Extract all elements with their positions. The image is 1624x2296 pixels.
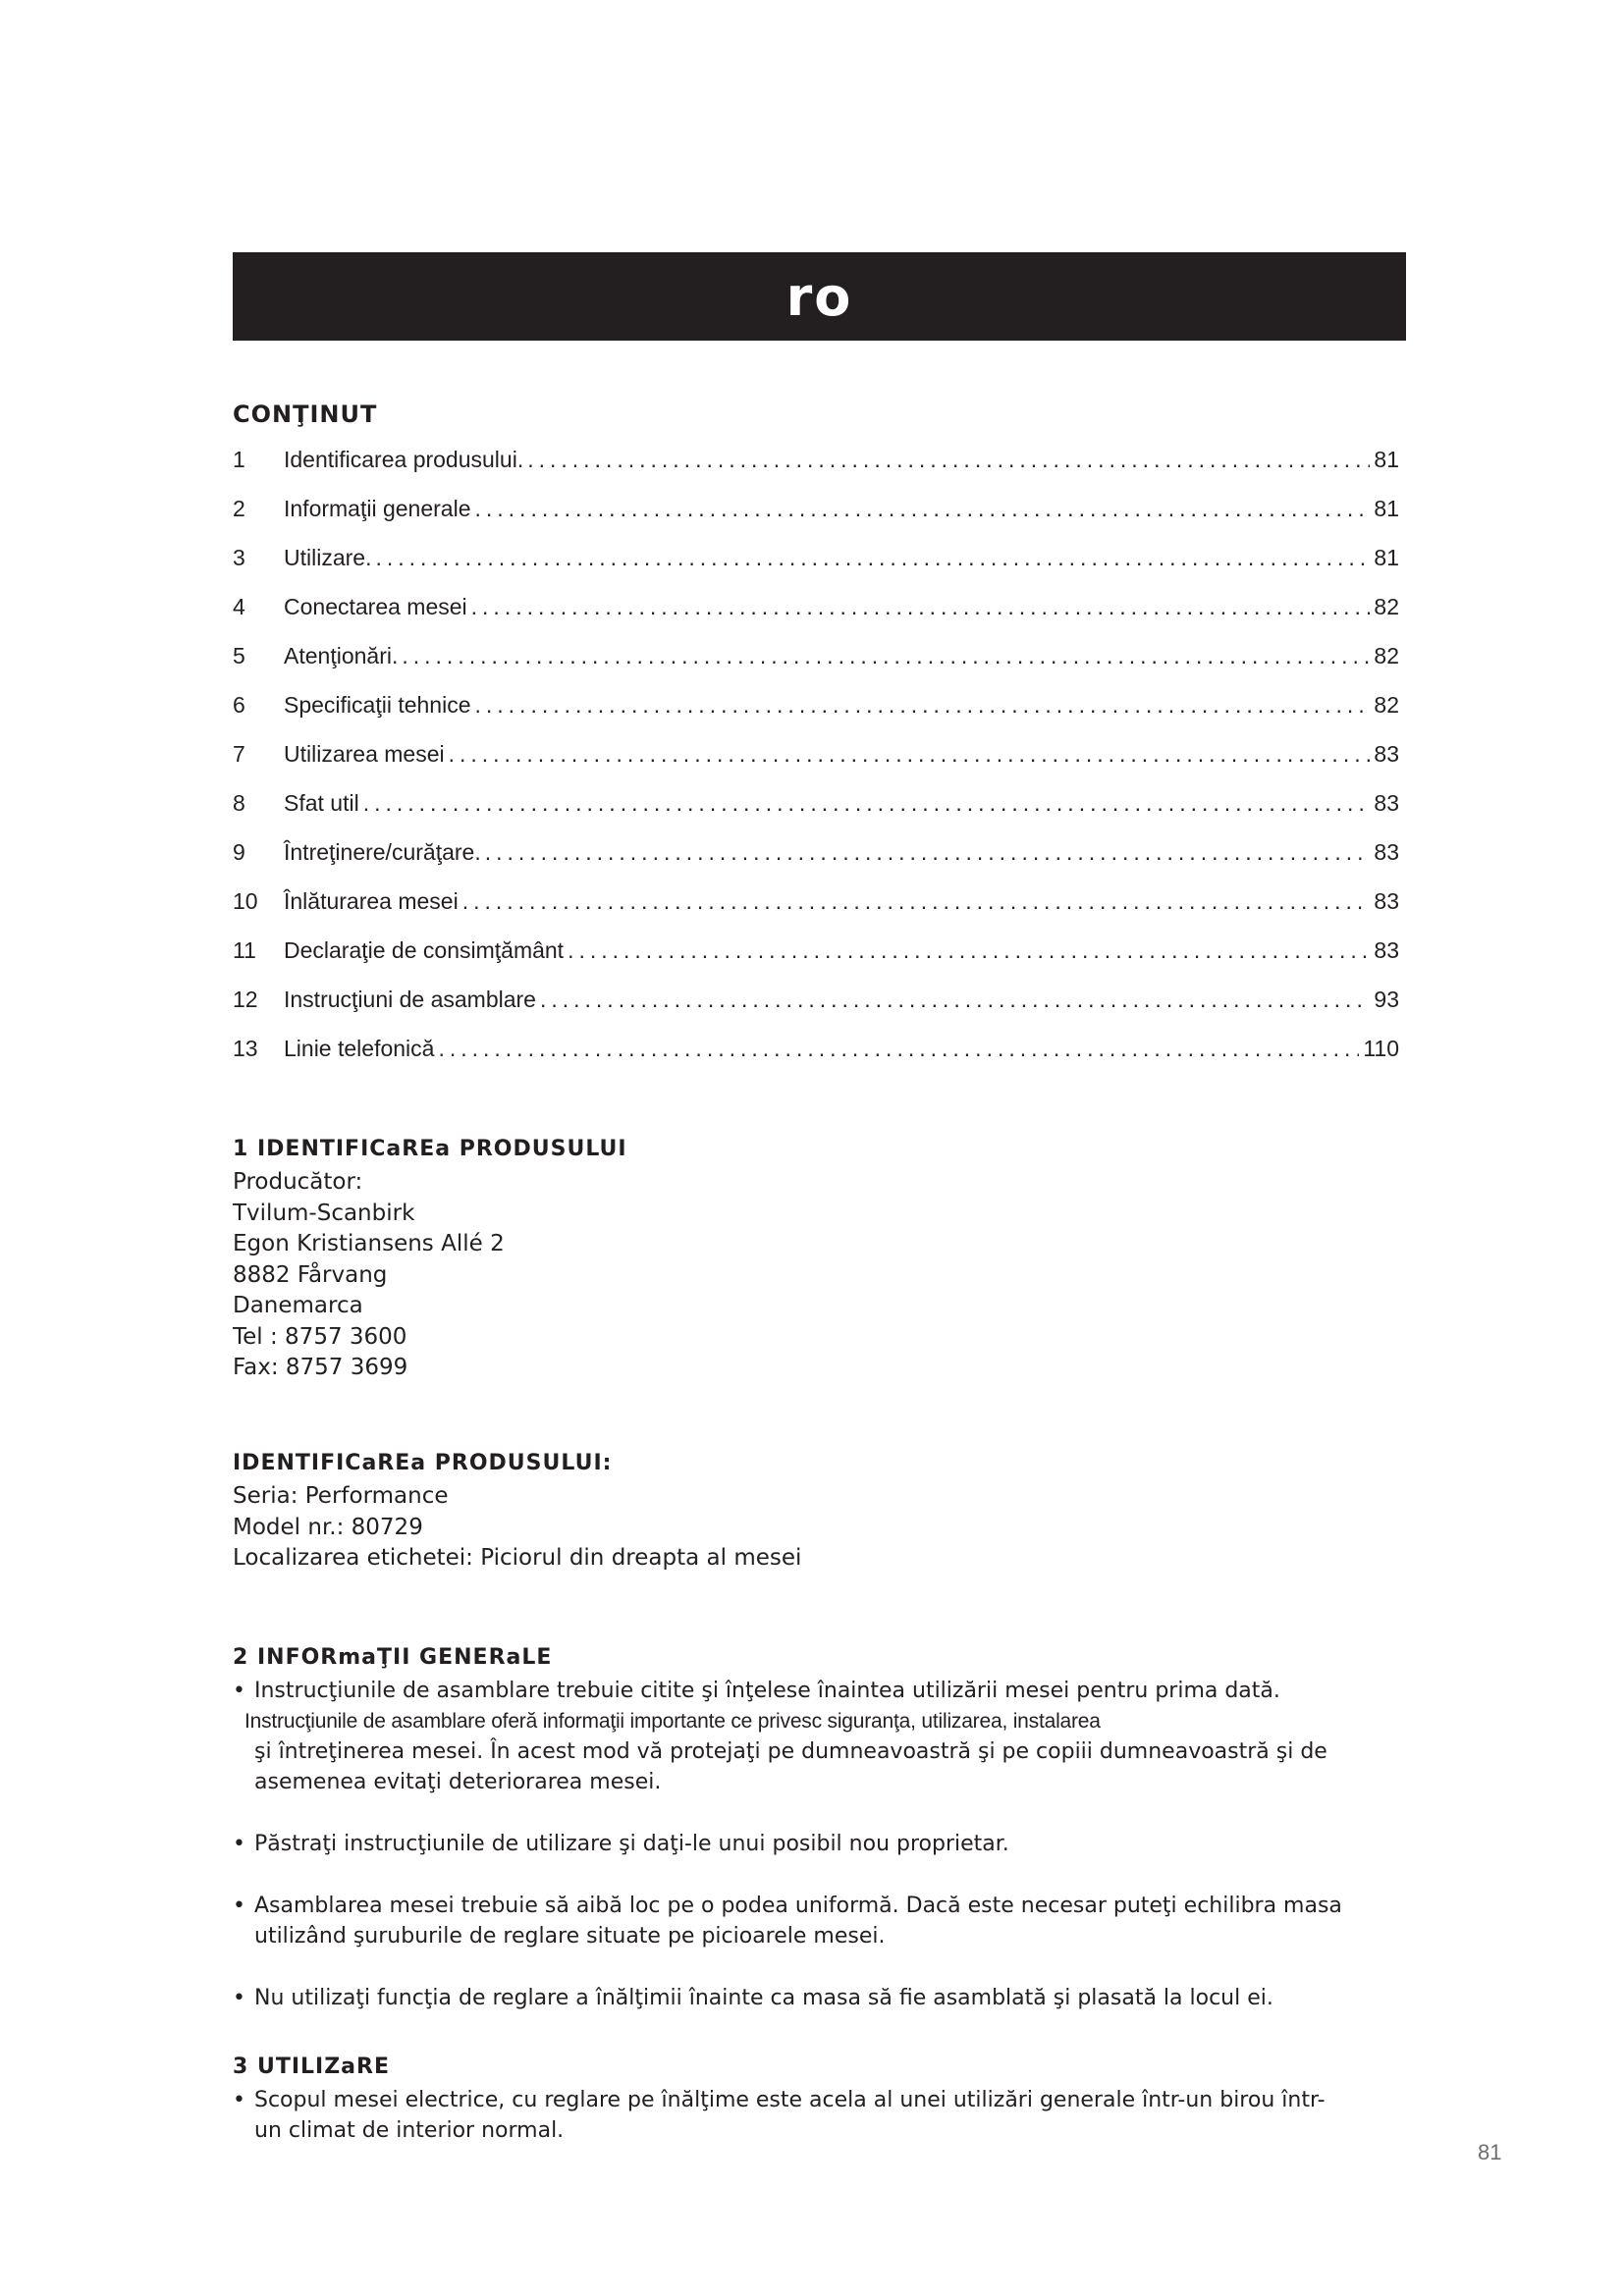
toc-entry-label: Declaraţie de consimţământ (284, 937, 565, 963)
toc-entry-number: 12 (233, 987, 258, 1012)
general-info-list (233, 1676, 1406, 2013)
toc-entry-page: 81 (1374, 496, 1399, 521)
toc-entry-page: 83 (1374, 839, 1399, 865)
toc-entry[interactable] (233, 692, 1399, 741)
toc-leader-dots (475, 496, 1371, 522)
bullet-icon: • (233, 1679, 245, 1703)
toc-title: CONŢINUT (233, 400, 378, 428)
product-series: Seria: Performance (233, 1483, 449, 1509)
toc-entry-page: 83 (1374, 790, 1399, 816)
toc-leader-dots (568, 937, 1370, 964)
toc-entry[interactable] (233, 888, 1399, 937)
list-item-line: Instrucţiunile de asamblare trebuie citite şi înţelese înaintea utilizării mesei pentru prima dată. (254, 1679, 1280, 1703)
toc-leader-dots (462, 888, 1371, 915)
toc-leader-dots (363, 790, 1371, 817)
toc-entry-number: 7 (233, 741, 245, 767)
list-item-line: Asamblarea mesei trebuie să aibă loc pe o podea uniformă. Dacă este necesar puteţi echilibra masa (254, 1894, 1342, 1918)
table-of-contents (233, 447, 1399, 1085)
toc-leader-dots (471, 594, 1371, 620)
toc-entry-page: 83 (1374, 888, 1399, 914)
toc-entry-page: 93 (1374, 987, 1399, 1012)
toc-leader-dots (540, 987, 1370, 1013)
toc-entry-page: 83 (1374, 937, 1399, 963)
bullet-icon: • (233, 1832, 245, 1856)
manufacturer-phone: Tel : 8757 3600 (233, 1323, 407, 1350)
toc-entry[interactable] (233, 987, 1399, 1036)
toc-entry-label: Specificaţii tehnice (284, 692, 471, 718)
bullet-icon: • (233, 2088, 245, 2112)
toc-leader-dots (438, 1036, 1359, 1062)
toc-entry-page: 83 (1374, 741, 1399, 767)
toc-entry-number: 5 (233, 643, 245, 668)
toc-leader-dots (449, 741, 1371, 768)
toc-leader-dots (475, 692, 1371, 719)
toc-entry-page: 81 (1374, 545, 1399, 570)
section-heading: IDENTIFICaREa PRODUSULUI: (233, 1451, 613, 1475)
section-heading: 3 UTILIZaRE (233, 2055, 390, 2079)
toc-entry-label: Utilizarea mesei (284, 741, 445, 767)
section-general-information (233, 1645, 1406, 2013)
toc-entry-number: 1 (233, 447, 245, 472)
toc-entry-label: Atenţionări. (284, 643, 399, 668)
list-item (233, 1891, 1406, 1951)
toc-entry-page: 81 (1374, 447, 1399, 472)
toc-leader-dots (527, 447, 1370, 473)
toc-entry-label: Instrucţiuni de asamblare (284, 987, 536, 1012)
section-product-identification (233, 1137, 1406, 1384)
toc-leader-dots (485, 839, 1371, 866)
toc-entry-number: 9 (233, 839, 245, 865)
list-item-line: un climat de interior normal. (254, 2118, 565, 2143)
list-item-line: Instrucţiunile de asamblare oferă informaţii importante ce privesc siguranţa, utilizarea, instalarea (244, 1710, 1101, 1733)
toc-entry-number: 2 (233, 496, 245, 521)
section-heading: 2 INFORmaŢII GENERaLE (233, 1645, 553, 1670)
toc-leader-dots (375, 545, 1370, 571)
manufacturer-label: Producător: (233, 1169, 363, 1195)
toc-entry-number: 3 (233, 545, 245, 570)
usage-list (233, 2085, 1406, 2146)
toc-entry-label: Informaţii generale (284, 496, 471, 521)
toc-entry-page: 82 (1374, 594, 1399, 619)
language-header-bar (233, 252, 1406, 341)
list-item-line: asemenea evitaţi deteriorarea mesei. (254, 1770, 662, 1794)
toc-entry-number: 11 (233, 937, 256, 963)
toc-entry-number: 10 (233, 888, 258, 914)
bullet-icon: • (233, 1986, 245, 2010)
toc-entry-label: Înlăturarea mesei (284, 888, 459, 914)
toc-entry-number: 13 (233, 1036, 258, 1061)
list-item (233, 2085, 1406, 2146)
toc-entry-label: Utilizare. (284, 545, 372, 570)
toc-entry[interactable] (233, 545, 1399, 594)
bullet-icon: • (233, 1894, 245, 1918)
manufacturer-street: Egon Kristiansens Allé 2 (233, 1231, 505, 1256)
list-item (233, 1983, 1406, 2013)
toc-entry-page: 82 (1374, 643, 1399, 668)
manufacturer-country: Danemarca (233, 1293, 363, 1318)
toc-entry[interactable] (233, 496, 1399, 545)
list-item (233, 1829, 1406, 1859)
toc-entry[interactable] (233, 1036, 1399, 1085)
list-item-line: Scopul mesei electrice, cu reglare pe înălţime este acela al unei utilizări generale într-un birou într- (254, 2088, 1326, 2112)
toc-entry-label: Identificarea produsului. (284, 447, 524, 472)
toc-leader-dots (402, 643, 1370, 669)
product-model-number: Model nr.: 80729 (233, 1514, 423, 1540)
list-item (233, 1676, 1406, 1797)
toc-entry[interactable] (233, 643, 1399, 692)
toc-entry-page: 110 (1363, 1036, 1399, 1061)
toc-entry[interactable] (233, 839, 1399, 888)
language-code: ro (785, 265, 853, 328)
section-usage (233, 2055, 1406, 2146)
label-location: Localizarea etichetei: Piciorul din dreapta al mesei (233, 1545, 802, 1571)
toc-entry-page: 82 (1374, 692, 1399, 718)
manufacturer-city: 8882 Fårvang (233, 1261, 388, 1288)
toc-entry[interactable] (233, 790, 1399, 839)
manufacturer-fax: Fax: 8757 3699 (233, 1355, 408, 1380)
toc-entry-label: Întreţinere/curăţare. (284, 839, 481, 865)
list-item-line: utilizând şuruburile de reglare situate pe picioarele mesei. (254, 1924, 886, 1949)
toc-entry[interactable] (233, 741, 1399, 790)
toc-entry-label: Conectarea mesei (284, 594, 467, 619)
toc-entry[interactable] (233, 937, 1399, 987)
toc-entry[interactable] (233, 447, 1399, 496)
toc-entry[interactable] (233, 594, 1399, 643)
page-number: 81 (1478, 2140, 1502, 2164)
toc-entry-label: Linie telefonică (284, 1036, 435, 1061)
manufacturer-name: Tvilum-Scanbirk (233, 1200, 415, 1226)
toc-entry-number: 8 (233, 790, 245, 816)
list-item-line: şi întreţinerea mesei. În acest mod vă protejaţi pe dumneavoastră şi pe copiii dumneavoastră şi de (254, 1739, 1327, 1764)
list-item-line: Nu utilizaţi funcţia de reglare a înălţimii înainte ca masa să fie asamblată şi plasată la locul ei. (254, 1986, 1273, 2010)
toc-entry-number: 6 (233, 692, 245, 718)
section-heading: 1 IDENTIFICaREa PRODUSULUI (233, 1137, 627, 1161)
list-item-line: Păstraţi instrucţiunile de utilizare şi daţi-le unui posibil nou proprietar. (254, 1832, 1009, 1856)
toc-entry-number: 4 (233, 594, 245, 619)
toc-entry-label: Sfat util (284, 790, 359, 816)
product-identification-details (233, 1451, 1406, 1575)
